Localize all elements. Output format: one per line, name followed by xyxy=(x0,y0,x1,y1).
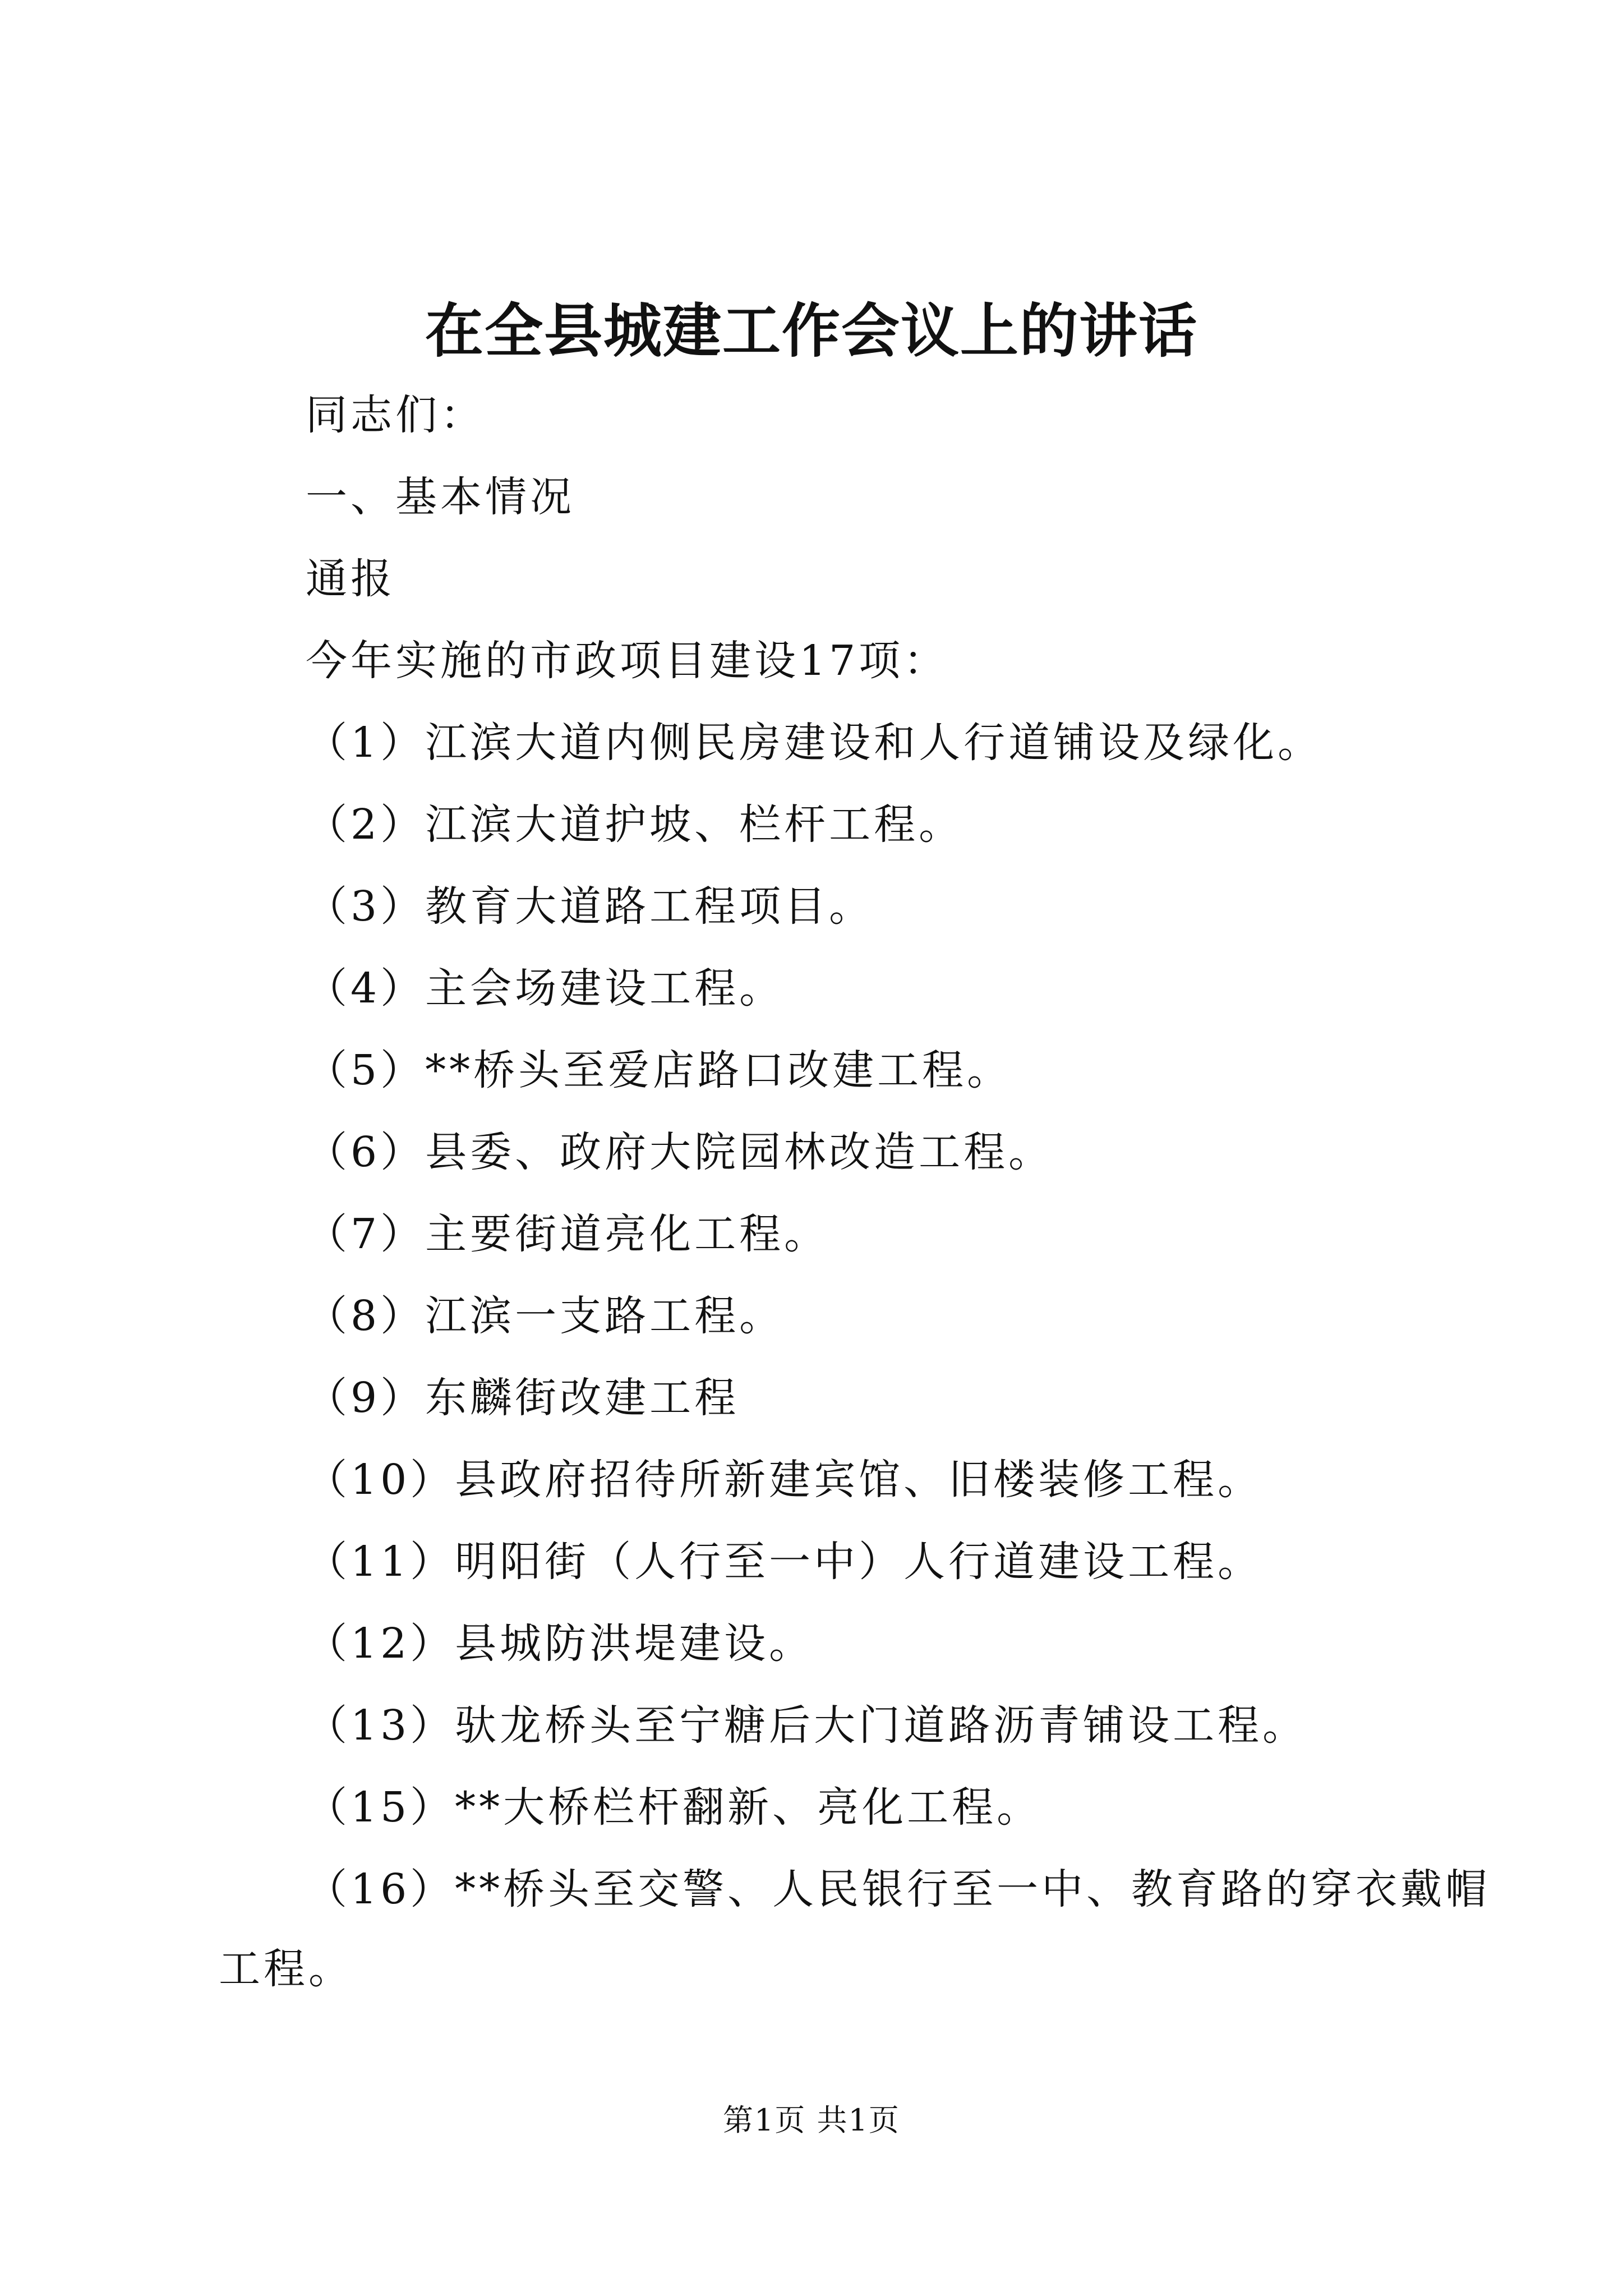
list-item: （7）主要街道亮化工程。 xyxy=(306,1210,829,1258)
list-item: （8）江滨一支路工程。 xyxy=(306,1292,785,1340)
list-item: （9）东麟街改建工程 xyxy=(306,1374,740,1422)
list-item: （15）**大桥栏杆翻新、亮化工程。 xyxy=(306,1783,1042,1832)
list-item: （3）教育大道路工程项目。 xyxy=(306,882,874,931)
intro-paragraph: 今年实施的市政项目建设17项： xyxy=(306,637,949,685)
list-item: （11）明阳街（人行至一中）人行道建设工程。 xyxy=(306,1538,1263,1586)
section-heading: 一、基本情况 xyxy=(306,473,575,521)
list-item: （6）县委、政府大院园林改造工程。 xyxy=(306,1128,1054,1176)
notice-label: 通报 xyxy=(306,555,395,603)
list-item: （12）县城防洪堤建设。 xyxy=(306,1619,814,1668)
list-item: （1）江滨大道内侧民房建设和人行道铺设及绿化。 xyxy=(306,719,1323,767)
list-item: （13）驮龙桥头至宁糖后大门道路沥青铺设工程。 xyxy=(306,1701,1308,1750)
list-item-continuation: 工程。 xyxy=(219,1945,353,1993)
page-footer: 第1页 共1页 xyxy=(723,2102,900,2138)
list-item: （10）县政府招待所新建宾馆、旧楼装修工程。 xyxy=(306,1456,1263,1504)
list-item: （4）主会场建设工程。 xyxy=(306,964,785,1013)
list-item: （2）江滨大道护坡、栏杆工程。 xyxy=(306,800,964,849)
salutation: 同志们： xyxy=(306,391,485,439)
list-item: （16）**桥头至交警、人民银行至一中、教育路的穿衣戴帽 xyxy=(306,1865,1491,1913)
page-title: 在全县城建工作会议上的讲话 xyxy=(425,296,1198,365)
list-item: （5）**桥头至爱店路口改建工程。 xyxy=(306,1046,1012,1094)
